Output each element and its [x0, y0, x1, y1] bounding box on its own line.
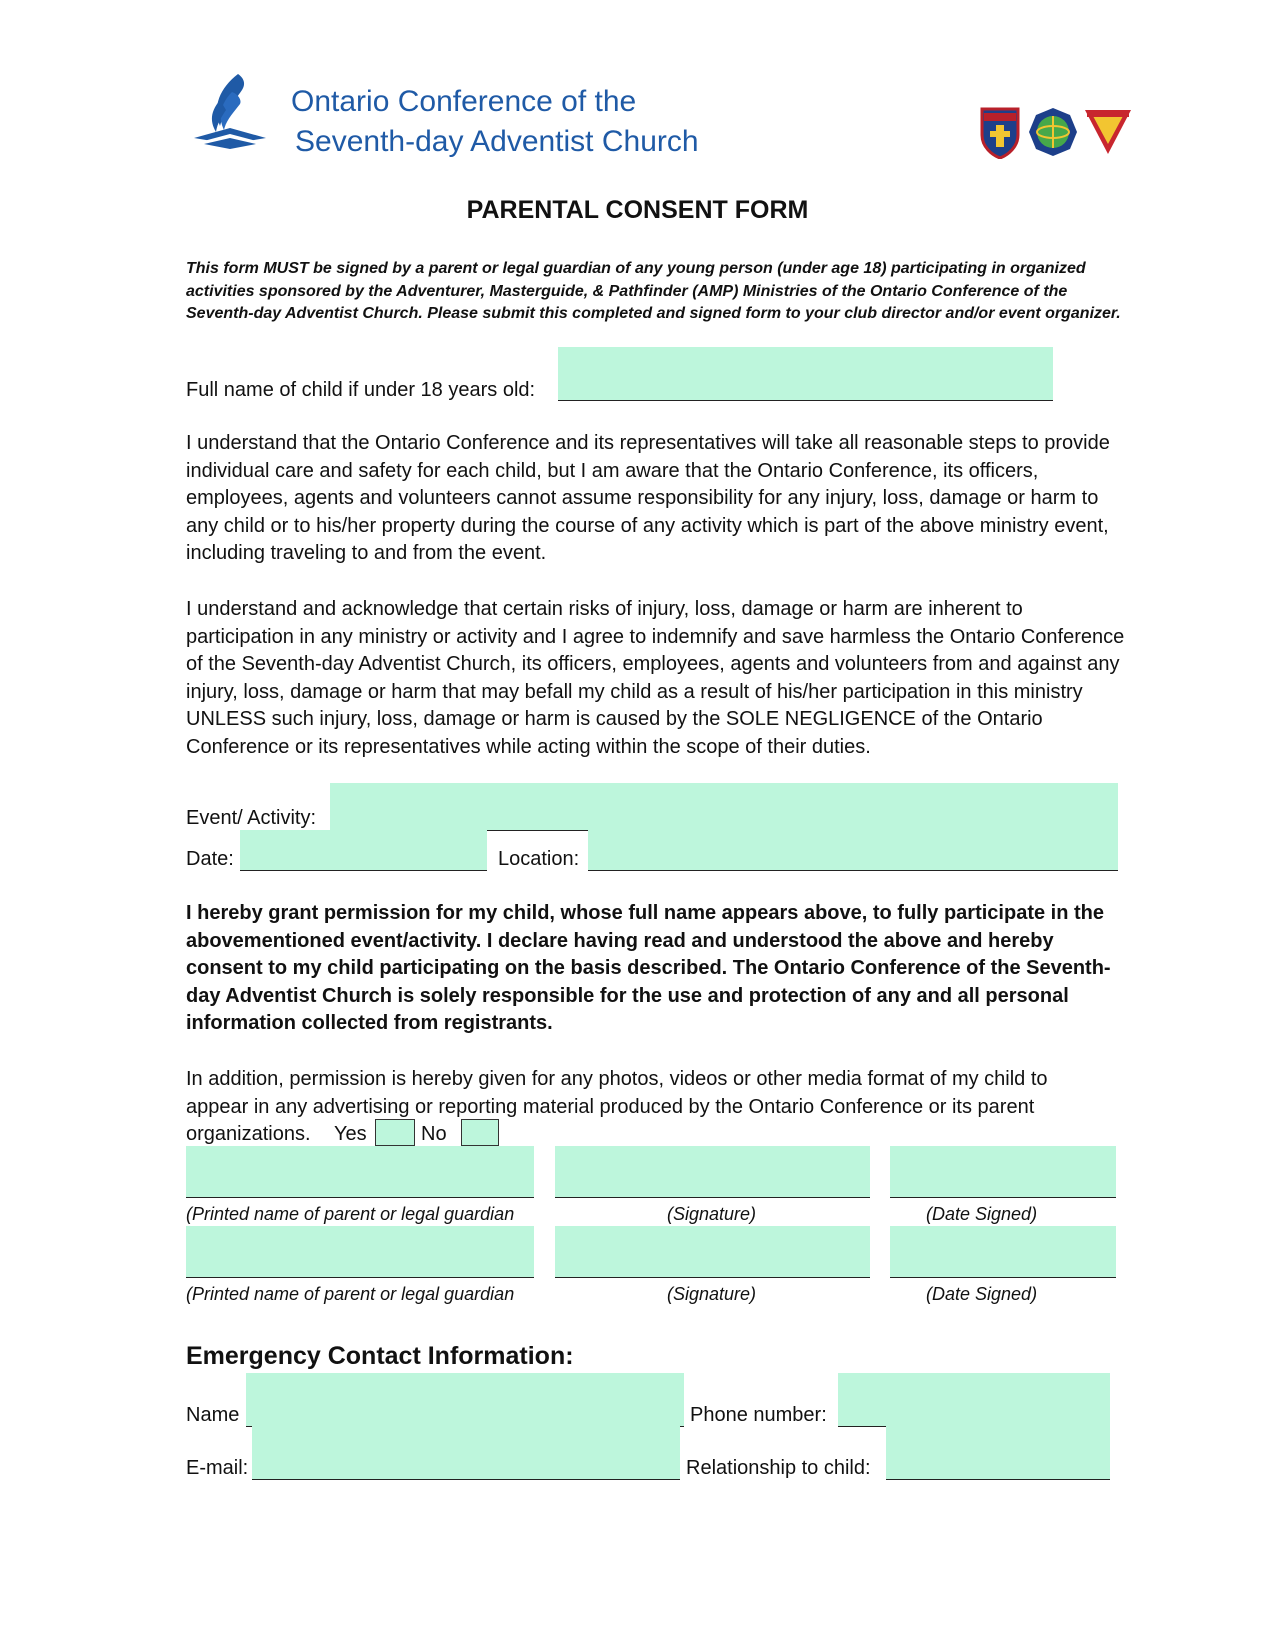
- location-label: Location:: [498, 848, 580, 870]
- org-name-line1: Ontario Conference of the: [291, 85, 637, 118]
- event-field[interactable]: [330, 783, 1118, 831]
- guardian2-signature-field[interactable]: [555, 1226, 870, 1278]
- guardian2-date-field[interactable]: [890, 1226, 1116, 1278]
- guardian1-date-caption: (Date Signed): [926, 1204, 1038, 1224]
- child-name-label: Full name of child if under 18 years old:: [186, 379, 536, 401]
- guardian1-printed-name-field[interactable]: [186, 1146, 534, 1198]
- media-no-label: No: [421, 1123, 447, 1145]
- church-logo: [190, 70, 272, 150]
- emergency-email-label: E-mail:: [186, 1457, 249, 1479]
- media-no-checkbox[interactable]: [461, 1119, 499, 1146]
- pathfinder-badge-icon: [1083, 108, 1133, 156]
- guardian2-printed-caption: (Printed name of parent or legal guardian: [186, 1284, 515, 1304]
- guardian2-date-caption: (Date Signed): [926, 1284, 1038, 1304]
- guardian1-date-field[interactable]: [890, 1146, 1116, 1198]
- emergency-name-label: Name: [186, 1404, 240, 1426]
- emergency-name-field[interactable]: [246, 1373, 684, 1427]
- liability-paragraph: I understand that the Ontario Conference and its representatives will take all reasonable steps to provide individual care and safety for each child, but I am aware that the Ontario Conference, its officers, employees, agents and volunteers cannot assume responsibility for any injury, loss, damage or harm to any child or to his/her property during the course of any activity which is part of the above ministry event, including traveling to and from the event.: [186, 432, 1110, 564]
- form-title: PARENTAL CONSENT FORM: [466, 196, 809, 224]
- guardian1-signature-caption: (Signature): [667, 1204, 757, 1224]
- date-label: Date:: [186, 848, 234, 870]
- media-yes-label: Yes: [334, 1123, 367, 1145]
- event-label: Event/ Activity:: [186, 807, 317, 829]
- emergency-email-field[interactable]: [252, 1426, 680, 1480]
- media-paragraph: [186, 1066, 1106, 1149]
- indemnity-paragraph: I understand and acknowledge that certain risks of injury, loss, damage or harm are inherent to participation in any ministry or activity and I agree to indemnify and save harmless the Ontario Conference of the Seventh-day Adventist Church, its officers, employees, agents and volunteers from and against any injury, loss, damage or harm that may befall my child as a result of his/her participation in this ministry UNLESS such injury, loss, damage or harm is caused by the SOLE NEGLIGENCE of the Ontario Conference or its representatives while acting within the scope of their duties.: [186, 598, 1125, 758]
- media-text: In addition, permission is hereby given for any photos, videos or other media format of my child to appear in any advertising or reporting material produced by the Ontario Conference or its parent organizations.: [186, 1068, 1048, 1145]
- guardian2-printed-name-field[interactable]: [186, 1226, 534, 1278]
- child-name-field[interactable]: [558, 347, 1053, 401]
- org-name-line2: Seventh-day Adventist Church: [295, 125, 699, 158]
- emergency-heading: Emergency Contact Information:: [186, 1342, 574, 1370]
- guardian1-printed-caption: (Printed name of parent or legal guardian: [186, 1204, 515, 1224]
- media-yes-checkbox[interactable]: [375, 1119, 415, 1146]
- location-field[interactable]: [588, 830, 1118, 871]
- adventurer-badge-icon: [978, 105, 1022, 159]
- emergency-phone-field[interactable]: [838, 1373, 1110, 1427]
- permission-paragraph: I hereby grant permission for my child, whose full name appears above, to fully participate in the abovementioned event/activity. I declare having read and understood the above and hereby consent to my child participating on the basis described. The Ontario Conference of the Seventh-day Adventist Church is solely responsible for the use and protection of any and all personal information collected from registrants.: [186, 902, 1111, 1034]
- flame-bible-icon: [190, 70, 272, 150]
- date-field[interactable]: [240, 830, 487, 871]
- emergency-relationship-field[interactable]: [886, 1426, 1110, 1480]
- guardian1-signature-field[interactable]: [555, 1146, 870, 1198]
- guardian2-signature-caption: (Signature): [667, 1284, 757, 1304]
- master-guide-badge-icon: [1028, 107, 1078, 157]
- emergency-relationship-label: Relationship to child:: [686, 1457, 871, 1479]
- emergency-phone-label: Phone number:: [690, 1404, 827, 1426]
- intro-text: This form MUST be signed by a parent or legal guardian of any young person (under age 18) participating in organized activities sponsored by the Adventurer, Masterguide, & Pathfinder (AMP) Ministries of the Ontario Conference of the Seventh-day Adventist Church. Please submit this completed and signed form to your club director and/or event organizer.: [186, 260, 1121, 322]
